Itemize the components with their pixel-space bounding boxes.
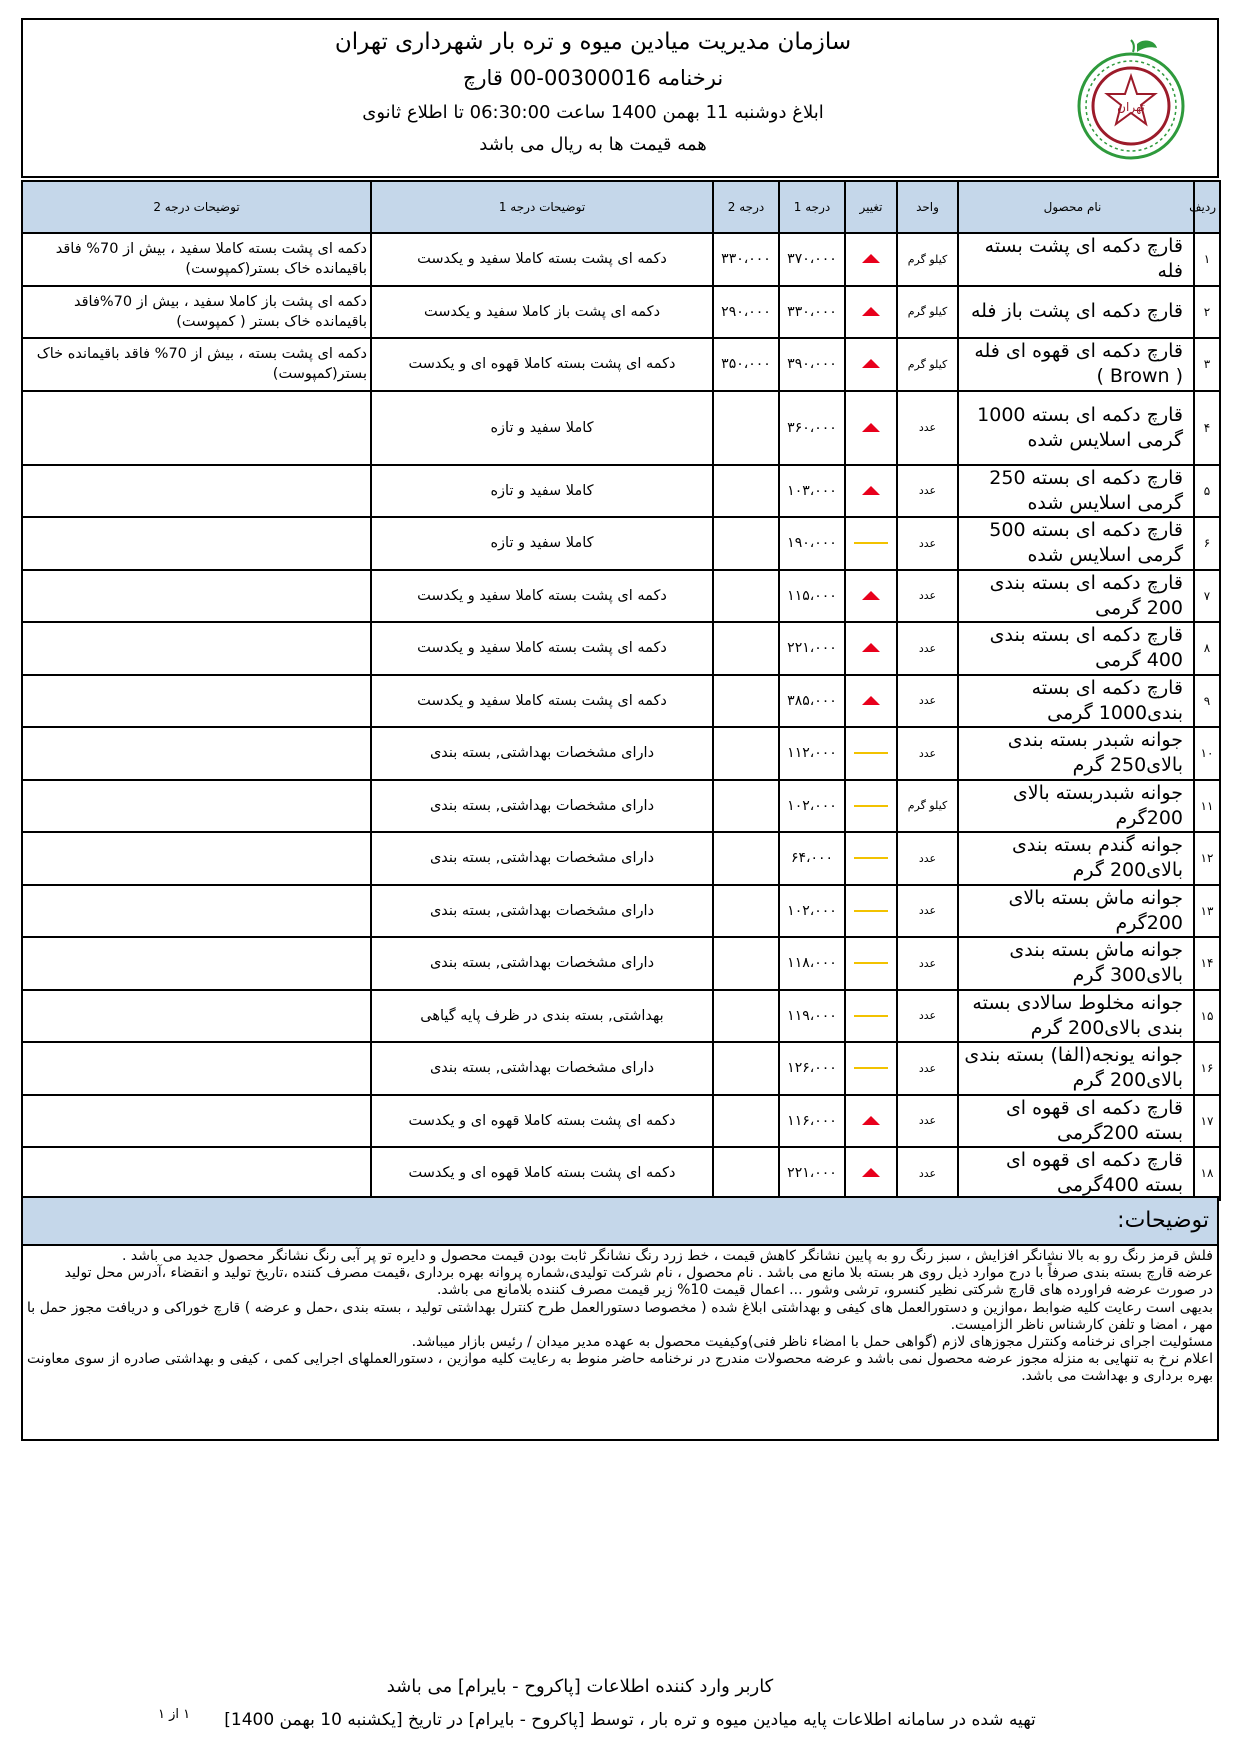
cell-desc1: دکمه ای پشت بسته کاملا قهوه ای و یکدست <box>371 338 713 391</box>
cell-price2 <box>713 937 779 990</box>
cell-price1: ۱۱۵،۰۰۰ <box>779 570 845 623</box>
price-up-arrow-icon <box>862 696 880 705</box>
document-header <box>21 18 1219 178</box>
cell-unit: عدد <box>897 391 958 465</box>
table-row <box>22 832 1220 885</box>
cell-price2 <box>713 885 779 938</box>
cell-price2 <box>713 570 779 623</box>
table-row <box>22 990 1220 1043</box>
table-row <box>22 622 1220 675</box>
cell-price1: ۱۰۲،۰۰۰ <box>779 885 845 938</box>
cell-change <box>845 338 897 391</box>
cell-price2 <box>713 1147 779 1200</box>
cell-change <box>845 885 897 938</box>
footer-prepared-by: تهیه شده در سامانه اطلاعات پایه میادین میوه و تره بار ، توسط [پاکروح - بایرام] در تاریخ [یکشنبه 10 بهمن 1400] <box>224 1710 1036 1730</box>
cell-name: جوانه مخلوط سالادی بسته بندی بالای200 گرم <box>958 990 1194 1043</box>
cell-unit: عدد <box>897 622 958 675</box>
col-header-desc2: توضیحات درجه 2 <box>22 181 371 233</box>
cell-unit: عدد <box>897 727 958 780</box>
cell-row: ۵ <box>1194 465 1220 518</box>
table-body <box>22 233 1220 1200</box>
cell-price2 <box>713 727 779 780</box>
cell-name: قارچ دکمه ای بسته بندی1000 گرمی <box>958 675 1194 728</box>
cell-price1: ۱۲۶،۰۰۰ <box>779 1042 845 1095</box>
cell-desc2: دکمه ای پشت باز کاملا سفید ، بیش از 70%فاقد باقیمانده خاک بستر ( کمپوست) <box>22 286 371 339</box>
cell-unit: عدد <box>897 990 958 1043</box>
cell-price2: ۳۳۰،۰۰۰ <box>713 233 779 286</box>
cell-price1: ۱۱۲،۰۰۰ <box>779 727 845 780</box>
col-header-unit: واحد <box>897 181 958 233</box>
cell-price1: ۳۳۰،۰۰۰ <box>779 286 845 339</box>
currency-note: همه قیمت ها به ریال می باشد <box>479 134 707 155</box>
table-row <box>22 286 1220 339</box>
cell-change <box>845 1095 897 1148</box>
cell-change <box>845 990 897 1043</box>
cell-price2 <box>713 1042 779 1095</box>
cell-desc2: دکمه ای پشت بسته کاملا سفید ، بیش از 70% فاقد باقیمانده خاک بستر(کمپوست) <box>22 233 371 286</box>
price-unchanged-line-icon <box>854 542 888 544</box>
note-line: عرضه قارچ بسته بندی صرفاً با درج موارد ذیل روی هر بسته بلا مانع می باشد . نام محصول ، نام شرکت تولیدی،شماره پروانه بهره برداری ،قیمت مصرف کننده ،تاریخ تولید و انقضاء ،آدرس محل تولید <box>64 1265 1213 1282</box>
cell-price1: ۳۸۵،۰۰۰ <box>779 675 845 728</box>
cell-desc1: دکمه ای پشت باز کاملا سفید و یکدست <box>371 286 713 339</box>
cell-price2 <box>713 391 779 465</box>
cell-row: ۱۰ <box>1194 727 1220 780</box>
cell-desc2 <box>22 1095 371 1148</box>
cell-name: جوانه گندم بسته بندی بالای200 گرم <box>958 832 1194 885</box>
price-up-arrow-icon <box>862 423 880 432</box>
cell-name: قارچ دکمه ای پشت باز فله <box>958 286 1194 339</box>
cell-desc1: بهداشتی, بسته بندی در ظرف پایه گیاهی <box>371 990 713 1043</box>
price-unchanged-line-icon <box>854 962 888 964</box>
cell-price1: ۳۹۰،۰۰۰ <box>779 338 845 391</box>
cell-price2 <box>713 1095 779 1148</box>
page-number: ۱ از ۱ <box>158 1707 191 1722</box>
table-row <box>22 780 1220 833</box>
cell-price2 <box>713 780 779 833</box>
cell-price2 <box>713 990 779 1043</box>
col-header-change: تغییر <box>845 181 897 233</box>
cell-price2 <box>713 622 779 675</box>
cell-desc1: دارای مشخصات بهداشتی, بسته بندی <box>371 885 713 938</box>
price-unchanged-line-icon <box>854 752 888 754</box>
cell-desc2 <box>22 622 371 675</box>
note-line: در صورت عرضه فراورده های قارچ شرکتی نظیر کنسرو، ترشی وشور ... اعمال قیمت 10% زیر قیمت مصرف کننده بلامانع می باشد. <box>436 1282 1213 1299</box>
cell-row: ۱۲ <box>1194 832 1220 885</box>
table-row <box>22 517 1220 570</box>
cell-desc1: دارای مشخصات بهداشتی, بسته بندی <box>371 937 713 990</box>
notes-body <box>23 1246 1217 1386</box>
note-line: فلش قرمز رنگ رو به بالا نشانگر افزایش ، سبز رنگ رو به پایین نشانگر کاهش قیمت ، خط زرد رنگ نشانگر ثابت بودن قیمت محصول و دایره تو پر آبی رنگ نشانگر محصول جدید می باشد . <box>122 1248 1213 1264</box>
cell-desc1: دکمه ای پشت بسته کاملا سفید و یکدست <box>371 233 713 286</box>
cell-price2: ۲۹۰،۰۰۰ <box>713 286 779 339</box>
cell-desc1: دارای مشخصات بهداشتی, بسته بندی <box>371 832 713 885</box>
notes-section <box>21 1196 1219 1441</box>
header-text-block <box>243 24 943 160</box>
cell-desc2 <box>22 937 371 990</box>
cell-price2 <box>713 465 779 518</box>
cell-desc2 <box>22 570 371 623</box>
col-header-name: نام محصول <box>958 181 1194 233</box>
cell-change <box>845 570 897 623</box>
cell-change <box>845 832 897 885</box>
table-row <box>22 885 1220 938</box>
cell-row: ۱۳ <box>1194 885 1220 938</box>
cell-name: جوانه یونجه(الفا) بسته بندی بالای200 گرم <box>958 1042 1194 1095</box>
cell-desc1: دارای مشخصات بهداشتی, بسته بندی <box>371 780 713 833</box>
price-up-arrow-icon <box>862 643 880 652</box>
cell-row: ۱۷ <box>1194 1095 1220 1148</box>
col-header-row: ردیف <box>1194 181 1220 233</box>
price-up-arrow-icon <box>862 359 880 368</box>
cell-change <box>845 727 897 780</box>
price-up-arrow-icon <box>862 307 880 316</box>
cell-unit: عدد <box>897 1095 958 1148</box>
cell-change <box>845 465 897 518</box>
cell-change <box>845 517 897 570</box>
table-row <box>22 675 1220 728</box>
table-row <box>22 937 1220 990</box>
cell-name: قارچ دکمه ای قهوه ای فله ( Brown ) <box>958 338 1194 391</box>
cell-change <box>845 675 897 728</box>
cell-desc1: کاملا سفید و تازه <box>371 517 713 570</box>
cell-desc1: دکمه ای پشت بسته کاملا قهوه ای و یکدست <box>371 1095 713 1148</box>
cell-change <box>845 937 897 990</box>
cell-desc2 <box>22 990 371 1043</box>
cell-desc1: دکمه ای پشت بسته کاملا سفید و یکدست <box>371 622 713 675</box>
table-row <box>22 233 1220 286</box>
cell-desc2 <box>22 727 371 780</box>
cell-price1: ۱۱۸،۰۰۰ <box>779 937 845 990</box>
cell-row: ۱۸ <box>1194 1147 1220 1200</box>
notes-title: توضیحات: <box>23 1198 1217 1246</box>
cell-unit: عدد <box>897 570 958 623</box>
cell-row: ۳ <box>1194 338 1220 391</box>
cell-price1: ۲۲۱،۰۰۰ <box>779 1147 845 1200</box>
cell-name: قارچ دکمه ای قهوه ای بسته 200گرمی <box>958 1095 1194 1148</box>
cell-price1: ۱۱۹،۰۰۰ <box>779 990 845 1043</box>
table-row <box>22 727 1220 780</box>
cell-unit: کیلو گرم <box>897 286 958 339</box>
note-line: بدیهی است رعایت کلیه ضوابط ،موازین و دستورالعمل های کیفی و بهداشتی ابلاغ شده ( مخصوصا دستورالعمل طرح کنترل بهداشتی تولید ، بسته بندی ،حمل و عرضه ) قارچ خوراکی و دریافت مجوز حمل با مهر ، امضا و تلفن کارشناس ناظر الزامیست. <box>27 1299 1213 1333</box>
table-row <box>22 1095 1220 1148</box>
cell-name: قارچ دکمه ای بسته بندی 200 گرمی <box>958 570 1194 623</box>
cell-desc1: دارای مشخصات بهداشتی, بسته بندی <box>371 727 713 780</box>
price-unchanged-line-icon <box>854 1015 888 1017</box>
table-row <box>22 570 1220 623</box>
table-row <box>22 1147 1220 1200</box>
cell-name: جوانه شبدر بسته بندی بالای250 گرم <box>958 727 1194 780</box>
cell-price2 <box>713 675 779 728</box>
organization-title: سازمان مدیریت میادین میوه و تره بار شهرداری تهران <box>334 29 852 55</box>
cell-change <box>845 233 897 286</box>
price-unchanged-line-icon <box>854 1067 888 1069</box>
cell-change <box>845 1147 897 1200</box>
cell-price1: ۳۶۰،۰۰۰ <box>779 391 845 465</box>
cell-desc2 <box>22 465 371 518</box>
cell-desc1: دارای مشخصات بهداشتی, بسته بندی <box>371 1042 713 1095</box>
cell-row: ۱ <box>1194 233 1220 286</box>
cell-unit: عدد <box>897 885 958 938</box>
cell-desc2 <box>22 885 371 938</box>
cell-row: ۲ <box>1194 286 1220 339</box>
col-header-desc1: توضیحات درجه 1 <box>371 181 713 233</box>
sheet-title: نرخنامه 00300016-00 قارچ <box>462 66 724 90</box>
note-line: اعلام نرخ به تنهایی به منزله مجوز عرضه محصول نمی باشد و عرضه محصولات مندرج در نرخنامه حاضر منوط به رعایت کلیه موازین ، دستورالعملهای اجرایی کمی ، کیفی و بهداشتی صادره از سوی معاونت بهره برداری و بهداشت می باشد. <box>27 1351 1213 1385</box>
table-header-row <box>22 181 1220 233</box>
cell-unit: کیلو گرم <box>897 780 958 833</box>
price-up-arrow-icon <box>862 1168 880 1177</box>
cell-name: قارچ دکمه ای قهوه ای بسته 400گرمی <box>958 1147 1194 1200</box>
price-up-arrow-icon <box>862 486 880 495</box>
cell-change <box>845 391 897 465</box>
cell-name: جوانه ماش بسته بندی بالای300 گرم <box>958 937 1194 990</box>
cell-name: قارچ دکمه ای پشت بسته فله <box>958 233 1194 286</box>
cell-desc2 <box>22 517 371 570</box>
table-row <box>22 338 1220 391</box>
cell-desc2: دکمه ای پشت بسته ، بیش از 70% فاقد باقیمانده خاک بستر(کمپوست) <box>22 338 371 391</box>
cell-desc1: دکمه ای پشت بسته کاملا قهوه ای و یکدست <box>371 1147 713 1200</box>
price-unchanged-line-icon <box>854 857 888 859</box>
cell-desc2 <box>22 391 371 465</box>
price-up-arrow-icon <box>862 1116 880 1125</box>
price-up-arrow-icon <box>862 591 880 600</box>
cell-unit: عدد <box>897 675 958 728</box>
price-unchanged-line-icon <box>854 805 888 807</box>
cell-row: ۱۵ <box>1194 990 1220 1043</box>
cell-unit: عدد <box>897 465 958 518</box>
cell-row: ۸ <box>1194 622 1220 675</box>
cell-desc2 <box>22 832 371 885</box>
cell-desc1: دکمه ای پشت بسته کاملا سفید و یکدست <box>371 570 713 623</box>
cell-price1: ۳۷۰،۰۰۰ <box>779 233 845 286</box>
cell-change <box>845 622 897 675</box>
cell-price1: ۱۰۳،۰۰۰ <box>779 465 845 518</box>
cell-price1: ۱۹۰،۰۰۰ <box>779 517 845 570</box>
cell-unit: کیلو گرم <box>897 233 958 286</box>
cell-desc2 <box>22 1147 371 1200</box>
cell-row: ۱۶ <box>1194 1042 1220 1095</box>
cell-unit: عدد <box>897 1042 958 1095</box>
cell-row: ۶ <box>1194 517 1220 570</box>
cell-price1: ۱۰۲،۰۰۰ <box>779 780 845 833</box>
svg-text:تهران: تهران <box>1117 100 1145 114</box>
cell-price2: ۳۵۰،۰۰۰ <box>713 338 779 391</box>
table-row <box>22 1042 1220 1095</box>
cell-unit: کیلو گرم <box>897 338 958 391</box>
cell-desc1: کاملا سفید و تازه <box>371 465 713 518</box>
cell-name: قارچ دکمه ای بسته 500 گرمی اسلایس شده <box>958 517 1194 570</box>
cell-unit: عدد <box>897 937 958 990</box>
cell-row: ۷ <box>1194 570 1220 623</box>
price-unchanged-line-icon <box>854 910 888 912</box>
cell-row: ۱۴ <box>1194 937 1220 990</box>
cell-unit: عدد <box>897 1147 958 1200</box>
cell-desc2 <box>22 675 371 728</box>
col-header-price1: درجه 1 <box>779 181 845 233</box>
footer-entry-user: کاربر وارد کننده اطلاعات [پاکروح - بایرام] می باشد <box>386 1676 774 1697</box>
cell-unit: عدد <box>897 517 958 570</box>
cell-desc1: کاملا سفید و تازه <box>371 391 713 465</box>
col-header-price2: درجه 2 <box>713 181 779 233</box>
cell-name: قارچ دکمه ای بسته 250 گرمی اسلایس شده <box>958 465 1194 518</box>
cell-name: قارچ دکمه ای بسته 1000 گرمی اسلایس شده <box>958 391 1194 465</box>
price-up-arrow-icon <box>862 254 880 263</box>
cell-price1: ۱۱۶،۰۰۰ <box>779 1095 845 1148</box>
table-row <box>22 391 1220 465</box>
cell-row: ۹ <box>1194 675 1220 728</box>
cell-desc2 <box>22 1042 371 1095</box>
price-table <box>21 180 1221 1201</box>
cell-price2 <box>713 517 779 570</box>
cell-desc1: دکمه ای پشت بسته کاملا سفید و یکدست <box>371 675 713 728</box>
cell-price1: ۶۴،۰۰۰ <box>779 832 845 885</box>
cell-unit: عدد <box>897 832 958 885</box>
cell-change <box>845 1042 897 1095</box>
cell-change <box>845 286 897 339</box>
cell-row: ۱۱ <box>1194 780 1220 833</box>
table-row <box>22 465 1220 518</box>
tehran-municipality-logo-icon <box>1073 38 1189 162</box>
cell-desc2 <box>22 780 371 833</box>
cell-price1: ۲۲۱،۰۰۰ <box>779 622 845 675</box>
cell-change <box>845 780 897 833</box>
cell-price2 <box>713 832 779 885</box>
cell-row: ۴ <box>1194 391 1220 465</box>
announcement-line: ابلاغ دوشنبه 11 بهمن 1400 ساعت 06:30:00 تا اطلاع ثانوی <box>362 102 824 123</box>
cell-name: قارچ دکمه ای بسته بندی 400 گرمی <box>958 622 1194 675</box>
note-line: مسئولیت اجرای نرخنامه وکنترل مجوزهای لازم (گواهی حمل با امضاء ناظر فنی)وکیفیت محصول به عهده مدیر میدان / رئیس بازار میباشد. <box>411 1334 1213 1351</box>
cell-name: جوانه ماش بسته بالای 200گرم <box>958 885 1194 938</box>
cell-name: جوانه شبدربسته بالای 200گرم <box>958 780 1194 833</box>
